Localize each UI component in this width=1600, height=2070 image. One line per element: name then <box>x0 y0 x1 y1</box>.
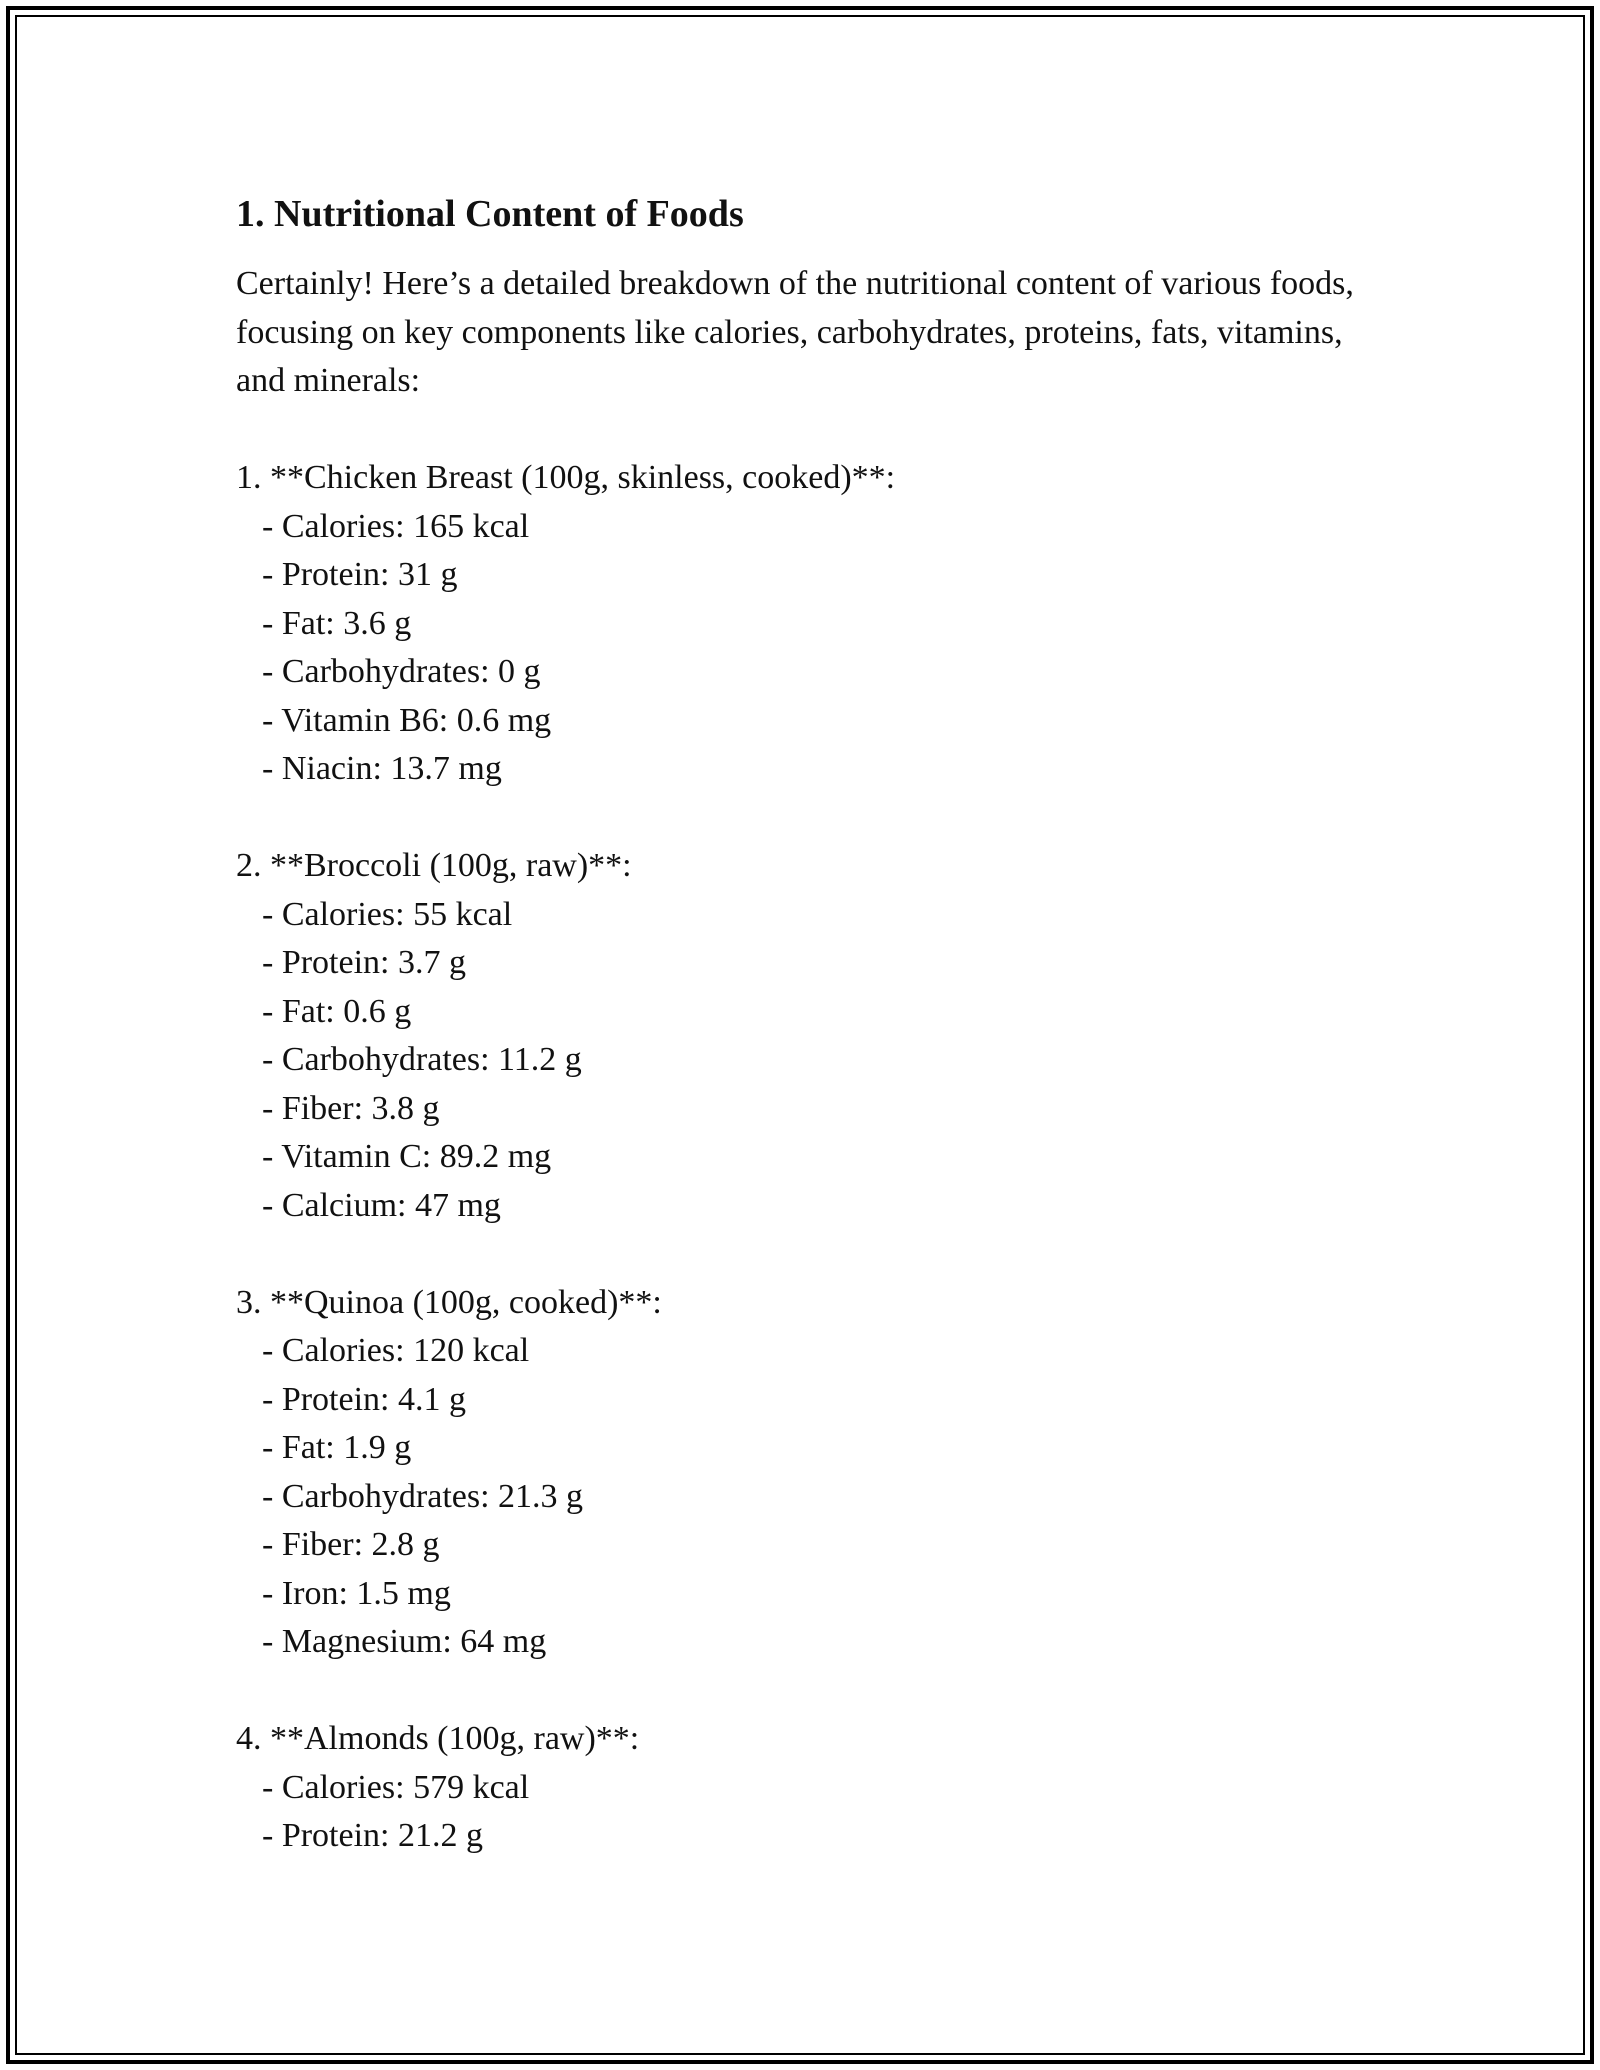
nutrient-line: - Iron: 1.5 mg <box>262 1574 451 1612</box>
food-entry <box>236 1715 1376 1861</box>
food-entry <box>236 1279 1376 1667</box>
nutrient-line: - Calories: 55 kcal <box>262 895 513 933</box>
nutrient-line: - Fat: 0.6 g <box>262 992 412 1030</box>
nutrient-line: - Protein: 3.7 g <box>262 944 466 981</box>
nutrient-line: - Calories: 165 kcal <box>262 507 530 545</box>
food-title: 2. **Broccoli (100g, raw)**: <box>236 847 632 884</box>
document-body <box>236 188 1376 1909</box>
nutrient-line: - Protein: 4.1 g <box>262 1380 466 1418</box>
intro-paragraph: Certainly! Here’s a detailed breakdown of the nutritional content of various foods, focusing on key components like calories, carbohydrates, proteins, fats, vitamins, and minerals: <box>236 265 1354 399</box>
food-title: 3. **Quinoa (100g, cooked)**: <box>236 1283 662 1321</box>
nutrient-line: - Calories: 579 kcal <box>262 1768 530 1806</box>
food-entry <box>236 842 1376 1230</box>
nutrient-line: - Niacin: 13.7 mg <box>262 750 502 787</box>
food-title: 1. **Chicken Breast (100g, skinless, cooked)**: <box>236 459 896 496</box>
section-heading: 1. Nutritional Content of Foods <box>236 193 744 235</box>
nutrient-line: - Protein: 21.2 g <box>262 1817 483 1854</box>
nutrient-line: - Vitamin B6: 0.6 mg <box>262 701 552 739</box>
nutrient-line: - Vitamin C: 89.2 mg <box>262 1138 552 1175</box>
nutrient-line: - Calcium: 47 mg <box>262 1186 501 1224</box>
nutrient-line: - Fiber: 2.8 g <box>262 1526 440 1563</box>
nutrient-line: - Carbohydrates: 11.2 g <box>262 1041 582 1078</box>
food-list <box>236 454 1376 1861</box>
nutrient-line: - Magnesium: 64 mg <box>262 1623 547 1660</box>
nutrient-line: - Protein: 31 g <box>262 556 458 593</box>
nutrient-line: - Fat: 1.9 g <box>262 1429 412 1466</box>
nutrient-line: - Carbohydrates: 0 g <box>262 653 541 690</box>
nutrient-line: - Carbohydrates: 21.3 g <box>262 1477 584 1515</box>
food-title: 4. **Almonds (100g, raw)**: <box>236 1720 640 1757</box>
nutrient-line: - Fiber: 3.8 g <box>262 1089 440 1127</box>
nutrient-line: - Calories: 120 kcal <box>262 1332 530 1369</box>
nutrient-line: - Fat: 3.6 g <box>262 604 412 642</box>
food-entry <box>236 454 1376 794</box>
